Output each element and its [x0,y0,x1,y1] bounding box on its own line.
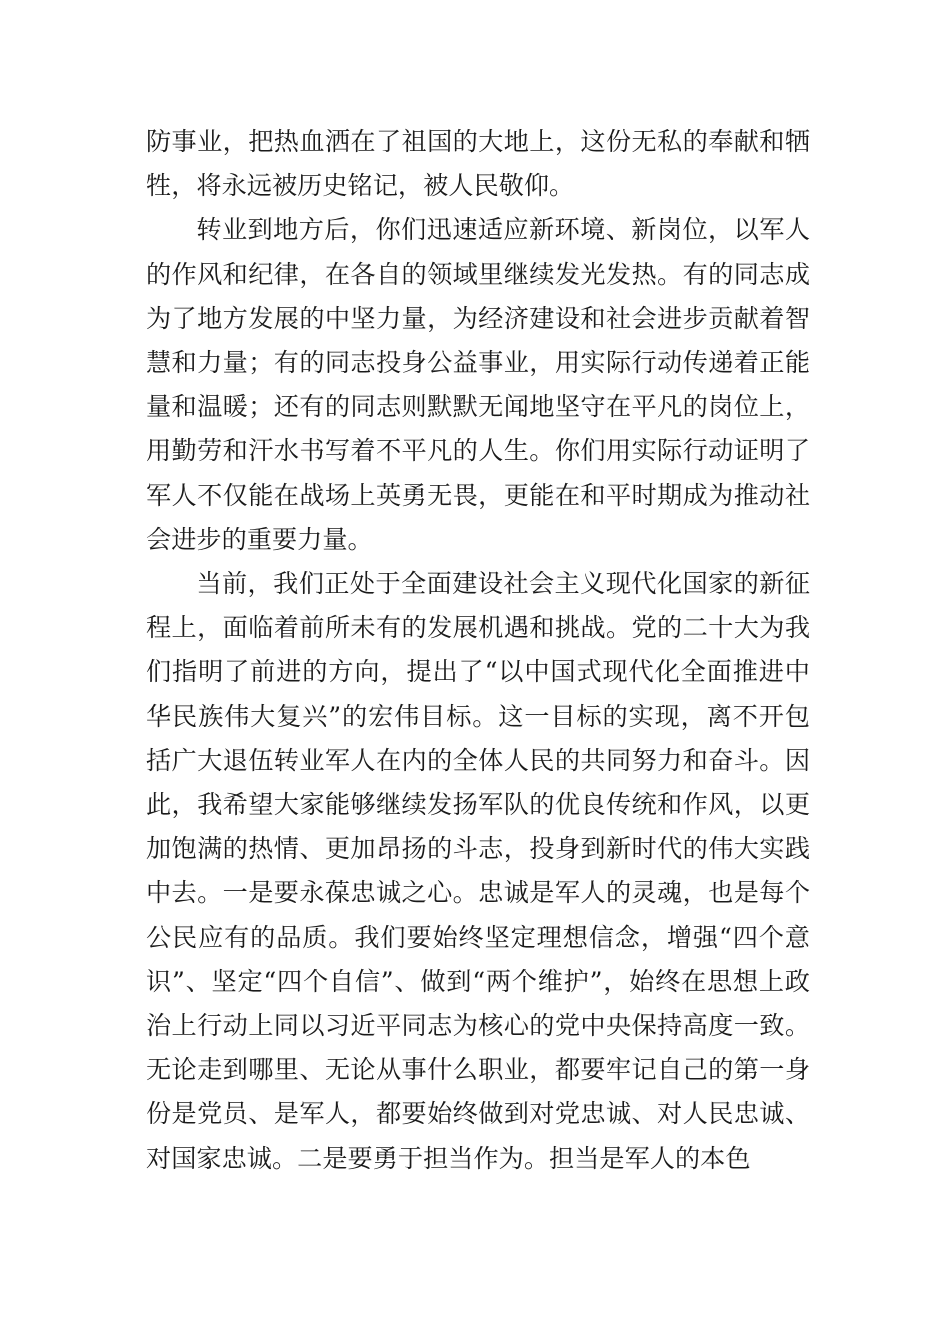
paragraph-continuation: 防事业，把热血洒在了祖国的大地上，这份无私的奉献和牺牲，将永远被历史铭记，被人民敬仰。 [146,127,810,201]
paragraph-current-journey: 当前，我们正处于全面建设社会主义现代化国家的新征程上，面临着前所未有的发展机遇和挑战。党的二十大为我们指明了前进的方向，提出了“以中国式现代化全面推进中华民族伟大复兴”的宏伟目标。这一目标的实现，离不开包括广大退伍转业军人在内的全体人民的共同努力和奋斗。因此，我希望大家能够继续发扬军队的优良传统和作风，以更加饱满的热情、更加昂扬的斗志，投身到新时代的伟大实践中去。一是要永葆忠诚之心。忠诚是军人的灵魂，也是每个公民应有的品质。我们要始终坚定理想信念，增强“四个意识”、坚定“四个自信”、做到“两个维护”，始终在思想上政治上行动上同以习近平同志为核心的党中央保持高度一致。无论走到哪里、无论从事什么职业，都要牢记自己的第一身份是党员、是军人，都要始终做到对党忠诚、对人民忠诚、对国家忠诚。二是要勇于担当作为。担当是军人的本色 [146,569,810,1173]
paragraph-transfer-to-local: 转业到地方后，你们迅速适应新环境、新岗位，以军人的作风和纪律，在各自的领域里继续发光发热。有的同志成为了地方发展的中坚力量，为经济建设和社会进步贡献着智慧和力量；有的同志投身公益事业，用实际行动传递着正能量和温暖；还有的同志则默默无闻地坚守在平凡的岗位上，用勤劳和汗水书写着不平凡的人生。你们用实际行动证明了军人不仅能在战场上英勇无畏，更能在和平时期成为推动社会进步的重要力量。 [146,215,810,554]
document-body [146,120,810,1181]
